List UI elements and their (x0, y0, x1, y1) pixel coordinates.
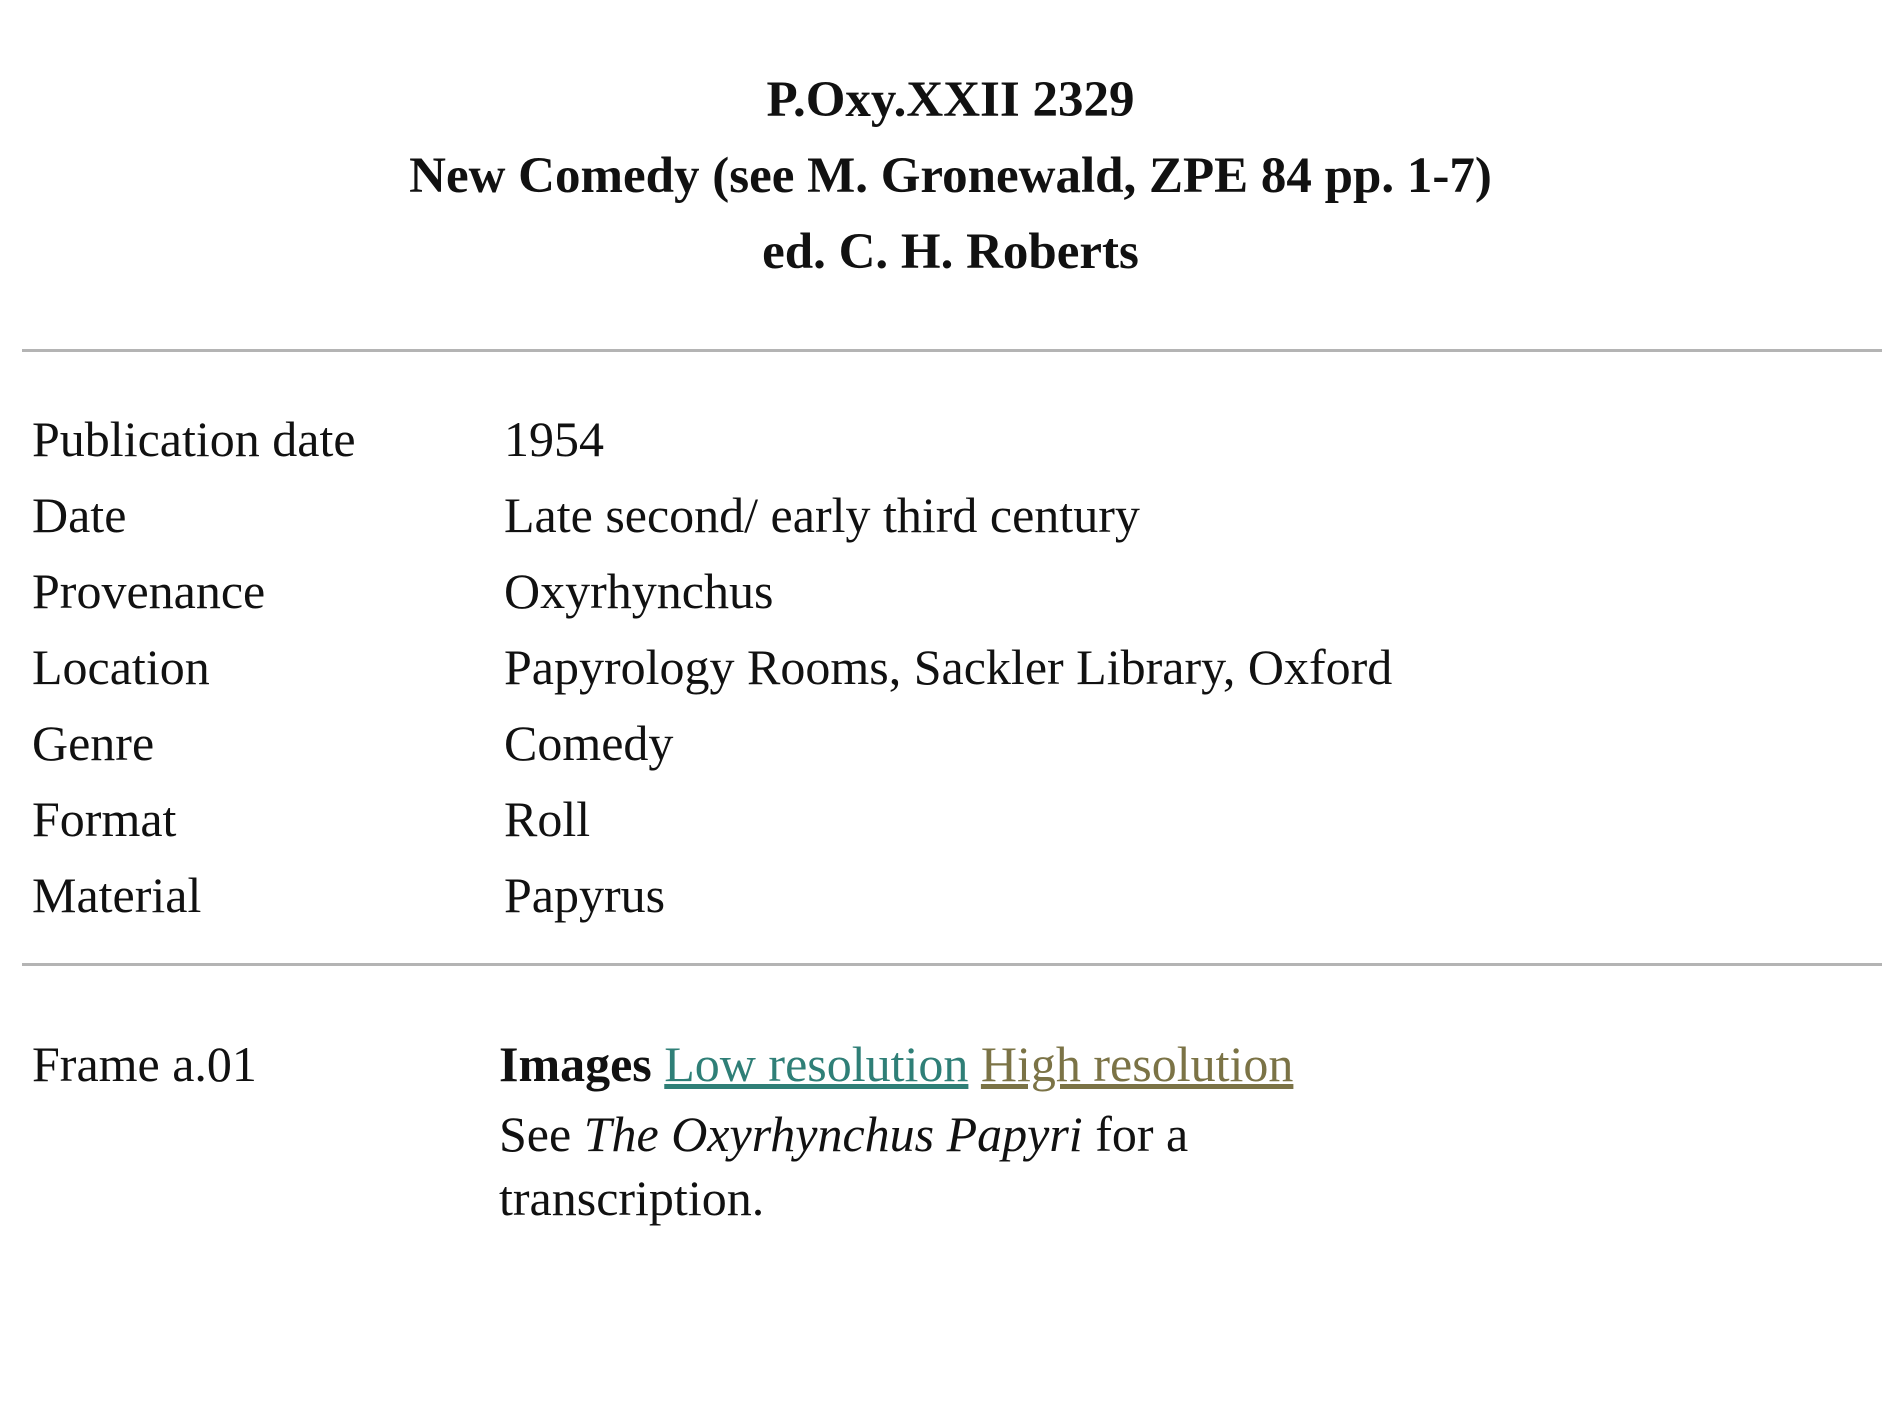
metadata-label: Provenance (32, 563, 266, 619)
metadata-label: Location (32, 639, 210, 695)
metadata-label: Publication date (32, 411, 356, 467)
metadata-row-format (32, 781, 1392, 857)
images-line (499, 1026, 1359, 1102)
metadata-value: Roll (504, 791, 591, 847)
metadata-row-genre (32, 705, 1392, 781)
metadata-table (32, 401, 1392, 933)
metadata-row-date (32, 477, 1392, 553)
page-header (0, 62, 1901, 290)
metadata-row-publication-date (32, 401, 1392, 477)
metadata-value: Late second/ early third century (504, 487, 1140, 543)
frame-section (32, 1026, 1359, 1230)
metadata-row-material (32, 857, 1392, 933)
metadata-value: Papyrus (504, 867, 666, 923)
metadata-value: Comedy (504, 715, 674, 771)
frame-body (499, 1026, 1359, 1230)
page-subtitle: New Comedy (see M. Gronewald, ZPE 84 pp. 1-7) (409, 148, 1492, 204)
note-suffix: for a transcription. (499, 1106, 1189, 1226)
metadata-label: Genre (32, 715, 155, 771)
metadata-row-provenance (32, 553, 1392, 629)
low-resolution-link[interactable]: Low resolution (664, 1036, 969, 1092)
images-label: Images (499, 1036, 652, 1092)
metadata-label: Format (32, 791, 177, 847)
metadata-row-location (32, 629, 1392, 705)
metadata-value: Oxyrhynchus (504, 563, 774, 619)
page-editor: ed. C. H. Roberts (762, 224, 1139, 280)
metadata-label: Material (32, 867, 202, 923)
transcription-note (499, 1102, 1359, 1230)
page-title: P.Oxy.XXII 2329 (766, 72, 1135, 128)
metadata-label: Date (32, 487, 127, 543)
frame-label: Frame a.01 (32, 1036, 257, 1092)
high-resolution-link[interactable]: High resolution (980, 1036, 1294, 1092)
note-publication-title: The Oxyrhynchus Papyri (583, 1106, 1083, 1162)
note-prefix: See (499, 1106, 584, 1162)
divider-top (22, 349, 1882, 352)
metadata-value: 1954 (504, 411, 604, 467)
divider-middle (22, 963, 1882, 966)
metadata-value: Papyrology Rooms, Sackler Library, Oxford (504, 639, 1393, 695)
